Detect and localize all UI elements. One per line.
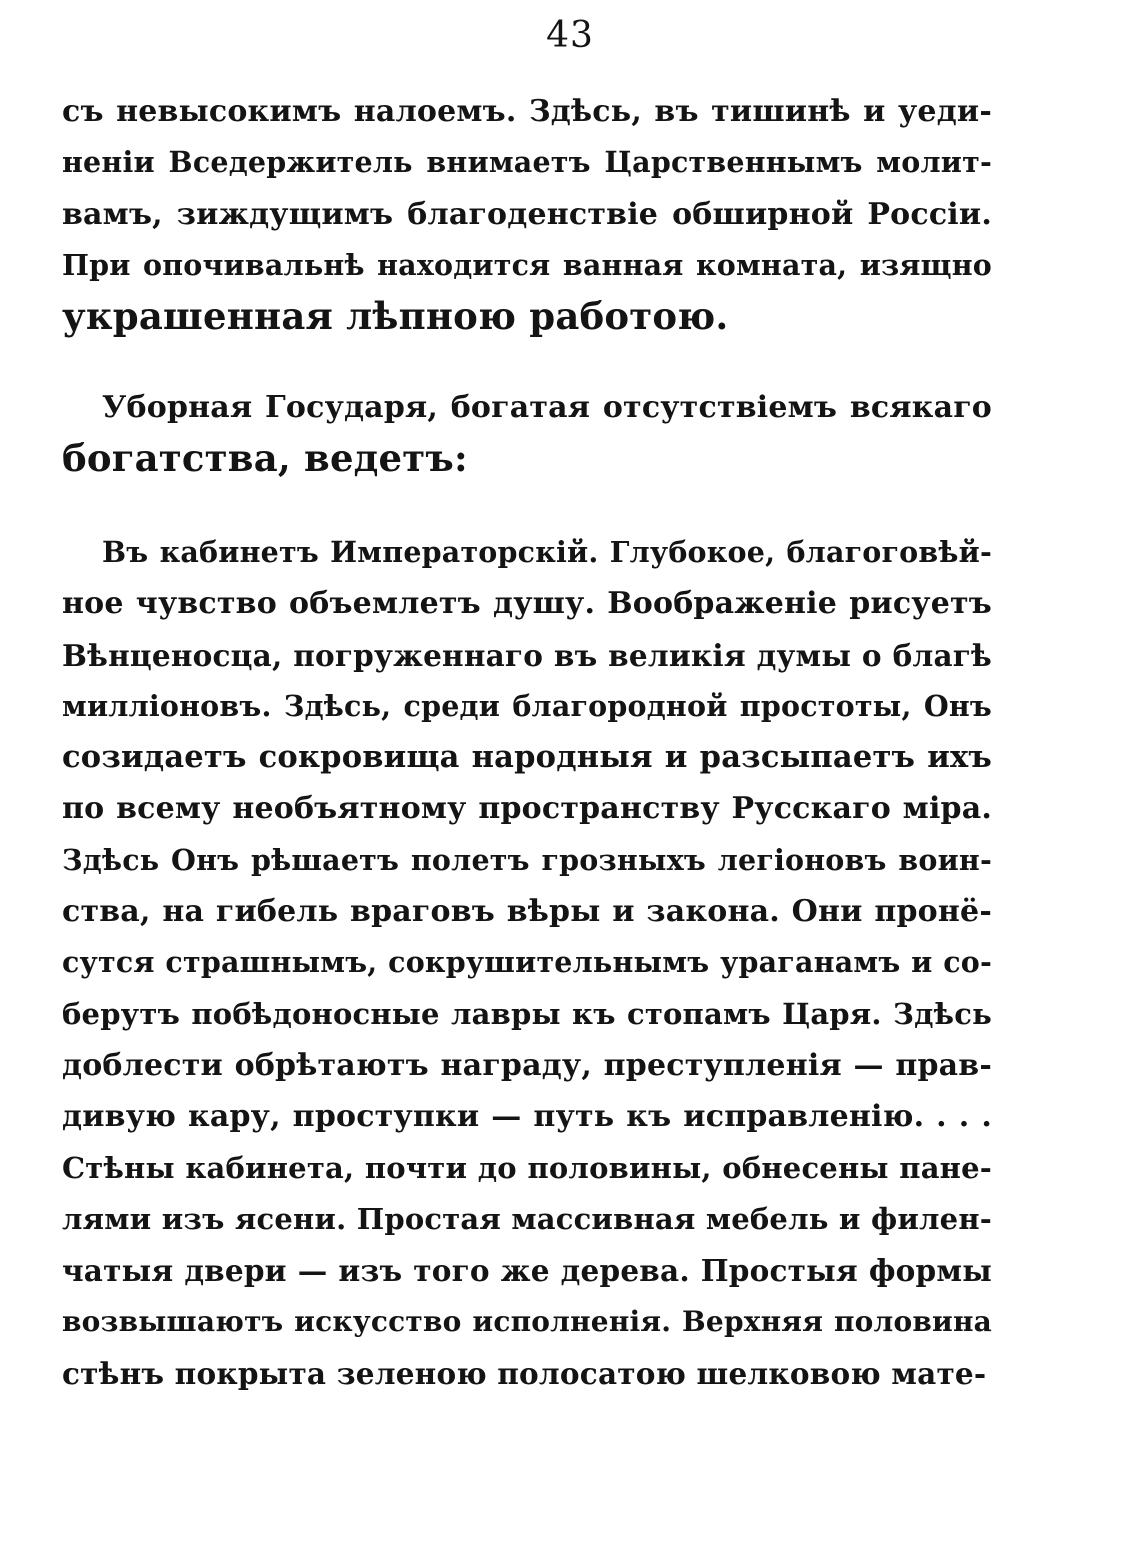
text-line: милліоновъ. Здѣсь, среди благородной простоты, Онъ [62, 688, 992, 723]
text-line: возвышаютъ искусство исполненія. Верхняя половина [62, 1305, 992, 1339]
text-line: ства, на гибель враговъ вѣры и закона. Они пронё- [62, 894, 992, 930]
paragraph-3 [62, 527, 992, 1399]
text-line: Въ кабинетъ Императорскій. Глубокое, благоговѣй- [102, 535, 992, 569]
paragraph-1 [62, 86, 992, 342]
text-line: Вѣнценосца, погруженнаго въ великія думы о благѣ [62, 637, 992, 673]
text-line: лями изъ ясени. Простая массивная мебель и филен- [62, 1201, 992, 1236]
text-line: ное чувство объемлетъ душу. Воображеніе рисуетъ [62, 586, 992, 622]
text-line: сутся страшнымъ, сокрушительнымъ ураганамъ и со- [62, 945, 992, 980]
text-line: берутъ побѣдоносные лавры къ стопамъ Царя. Здѣсь [62, 996, 992, 1031]
page-number: 43 [546, 15, 594, 56]
text-line: съ невысокимъ налоемъ. Здѣсь, въ тишинѣ и уеди- [62, 94, 992, 129]
text-line: Уборная Государя, богатая отсутствіемъ всякаго [102, 390, 992, 425]
text-line: стѣнъ покрыта зеленою полосатою шелковою мате- [62, 1355, 987, 1391]
text-line: богатства, ведетъ: [62, 436, 468, 481]
text-line: по всему необъятному пространству Русскаго міра. [62, 791, 992, 827]
text-line: При опочивальнѣ находится ванная комната, изящно [62, 247, 992, 282]
text-line: Здѣсь Онъ рѣшаетъ полетъ грозныхъ легіоновъ воин- [62, 842, 992, 877]
text-line: чатыя двери — изъ того же дерева. Простыя формы [62, 1253, 992, 1289]
text-line: созидаетъ сокровища народныя и разсыпаетъ ихъ [62, 739, 992, 776]
text-line: дивую кару, проступки — путь къ исправленію. . . . [62, 1099, 992, 1135]
text-line: Стѣны кабинета, почти до половины, обнесены пане- [62, 1150, 992, 1185]
text-line: вамъ, зиждущимъ благоденствіе обширной Россіи. [62, 196, 992, 232]
paragraph-2 [62, 382, 992, 485]
text-line: доблести обрѣтаютъ награду, преступленія — прав- [62, 1047, 992, 1083]
text-line: неніи Вседержитель внимаетъ Царственнымъ молит- [62, 145, 992, 180]
text-line: украшенная лѣпною работою. [62, 294, 729, 339]
